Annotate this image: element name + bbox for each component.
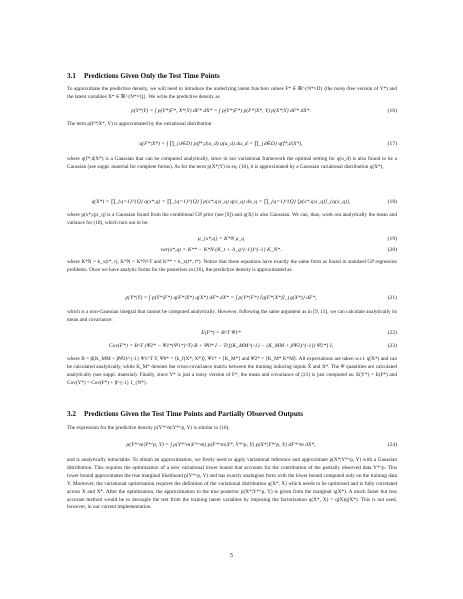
paragraph: To approximate the predictive density, we will need to introduce the underlying latent function values F* ∈ ℝ^{N*×D} (the noisy-free version of Y*) and the latent variables X* ∈ ℝ^{N*×Q}. We write the predictive density as [67,86,397,100]
equation-number: (23) [387,343,397,349]
section-heading-3-1 [67,72,447,81]
equation-body: p(Y*|Y) = ∫ p(Y*|F*) q(F*|X*) q(X*) dF* dX* = ∫ p(Y*|F*) ⟨q(F*|X*)⟩_{q(X*)} dF*, [125,295,317,301]
equation-number: (24) [387,442,397,448]
equation-body: p(Y*^m|Y*^p, Y) = ∫ p(Y*^m|F*^m) p(F*^m|X*, Y*^p, Y) p(X*|Y*^p, Y) dF*^m dX*, [126,442,316,448]
equation-body: q(F*|X*) = ∫ ∏_{d∈D} p(f*,d|u_d) q(u_d) du_d = ∏_{d∈D} q(f*,d|X*), [139,141,303,147]
equation-body: Cov(F*) = B^T (Ψ2* − Ψ1*(Ψ1*)^T) B + Ψ0* I − Tr[(K_MM^{-1} − (K_MM + βΨ2)^{-1}) Ψ2*] I, [108,343,334,349]
paragraph: where B = β(K_MM + βΨ2)^{-1} Ψ1^T Y, Ψ0* = ⟨k_f(X*, X*)⟩, Ψ1* = ⟨K_M*⟩ and Ψ2* = ⟨K_M* K*M⟩. All expectations are taken w.r.t. q(X*) and can be calculated analytically, while K_M* denotes the cross-covariance matrix between the training inducing inputs X̃ and X*. The Ψ quantities are calculated analytically (see suppl. material). Finally, since Y* is just a noisy version of F*, the mean and covariance of (21) is just computed as: E(Y*) = E(F*) and Cov(Y*) = Cov(F*) + β^{-1} I_{N*}. [67,356,397,386]
equation-21 [67,292,397,304]
equation-body: p(Y*|Y) = ∫ p(Y*|F*, X*|Y) dF* dX* = ∫ p(Y*|F*) p(F*|X*, Y) p(X*|Y) dF* dX*. [131,108,311,114]
section-number: 3.2 [67,410,76,418]
section-title: Predictions Given Only the Test Time Points [83,72,220,80]
section-number: 3.1 [67,72,76,80]
equation-number: (22) [387,330,397,336]
page-number: 5 [230,553,233,559]
equation-23 [67,340,397,352]
equation-number: (17) [387,141,397,147]
equation-body: μ_{x*,q} = K*N μ_q [197,236,245,242]
paragraph: The term p(F*|X*, Y) is approximated by the variational distribution [67,121,212,127]
equation-16 [67,105,397,117]
section-title: Predictions Given the Test Time Points and Partially Observed Outputs [83,410,304,418]
equation-body: E(F*) = B^T Ψ1* [201,330,241,336]
paragraph: The expression for the predictive density p(Y*^m|Y*^p, Y) is similar to (16), [67,425,230,431]
equation-body: var(x*,q) = K** − K*N (K_t + Λ_q^{-1})^{-1} K_N*. [160,247,282,253]
equation-body: q(X*) = ∏_{q=1}^{Q} q(x*,q) = ∏_{q=1}^{Q} ∫ p(x*,q|x_q) q(x_q) dx_q = ∏_{q=1}^{Q} ⟨p(x*,q|x_q)⟩_{q(x_q)}, [91,199,351,205]
equation-number: (16) [387,108,397,114]
equation-number: (20) [387,247,397,253]
equation-20 [67,244,397,256]
paragraph: where p(x*,q|x_q) is a Gaussian found from the conditional GP prior (see [9]) and q(X) is also Gaussian. We can, thus, work out analytically the mean and variance for (18), which turn out to be: [67,212,397,226]
equation-number: (21) [387,295,397,301]
equation-17 [67,138,397,150]
equation-number: (19) [387,236,397,242]
paragraph: which is a non-Gaussian integral that cannot be computed analytically. However, following the same argument as in [9, 13], we can calculate analytically its mean and covariance: [67,309,397,323]
equation-18 [67,196,397,208]
paragraph: where q(f*,d|X*) is a Gaussian that can be computed analytically, since in our variational framework the optimal setting for q(u_d) is also found to be a Gaussian (see suppl. material for complete forms). As for the term p(X*|Y) in eq. (16), it is approximated by a Gaussian variational distribution q(X*), [67,156,397,170]
section-heading-3-2 [67,410,447,419]
equation-24 [67,439,397,451]
paragraph: where K*N = k_x(t*, t), K*N = K*N^T and K** = k_x(t*, t*). Notice that these equations have exactly the same form as found in standard GP regression problems. Once we have analytic forms for the posteriors in (16), the predictive density is approximated as [67,259,397,273]
equation-number: (18) [387,199,397,205]
paragraph: and is analytically intractable. To obtain an approximation, we firstly need to apply variational inference and approximate p(X*|Y*^p, Y) with a Gaussian distribution. This requires the optimisation of a new variational lower bound that accounts for the contribution of the partially observed data Y*^p. This lower bound approximates the true marginal likelihood p(Y*^p, Y) and has exactly analogous form with the lower bound computed only on the training data Y. Moreover, the variational optimisation requires the definition of the variational distribution q(X*, X) which needs to be optimised and is fully correlated across X and X*. After the optimisation, the approximation to the true posterior p(X*|Y*^p, Y) is given from the marginal q(X*). A much faster but less accurate method would be to decouple the test from the training latent variables by imposing the factorisation q(X*, X) = q(X)q(X*). This is not used, however, in our current implementation. [67,457,397,511]
equation-22 [67,327,397,339]
